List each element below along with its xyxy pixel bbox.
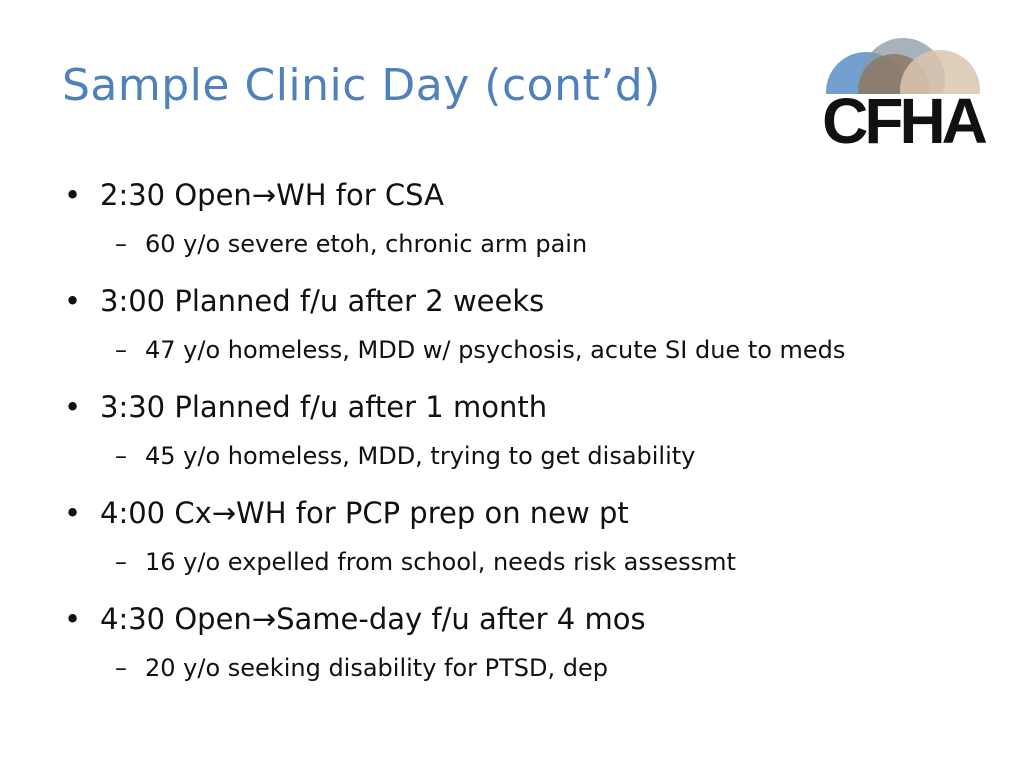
bullet-sub-text: 16 y/o expelled from school, needs risk assessmt: [145, 548, 736, 576]
bullet-item: [60, 384, 1000, 490]
bullet-list: [60, 172, 1000, 702]
bullet-sub-text: 45 y/o homeless, MDD, trying to get disability: [145, 442, 696, 470]
bullet-main-text: 2:30 Open→WH for CSA: [100, 178, 444, 212]
bullet-dot-icon: •: [64, 496, 82, 530]
sub-dash-icon: –: [115, 548, 127, 576]
bullet-main-text: 3:00 Planned f/u after 2 weeks: [100, 284, 545, 318]
sub-dash-icon: –: [115, 654, 127, 682]
sub-dash-icon: –: [115, 336, 127, 364]
bullet-sub-text: 47 y/o homeless, MDD w/ psychosis, acute SI due to meds: [145, 336, 846, 364]
sub-dash-icon: –: [115, 442, 127, 470]
bullet-dot-icon: •: [64, 178, 82, 212]
bullet-item: [60, 490, 1000, 596]
bullet-main-text: 4:30 Open→Same-day f/u after 4 mos: [100, 602, 646, 636]
bullet-item: [60, 172, 1000, 278]
bullet-dot-icon: •: [64, 390, 82, 424]
logo-text: CFHA: [822, 85, 984, 152]
cfha-logo: [808, 30, 998, 152]
bullet-sub-text: 20 y/o seeking disability for PTSD, dep: [145, 654, 609, 682]
sub-dash-icon: –: [115, 230, 127, 258]
bullet-main-text: 4:00 Cx→WH for PCP prep on new pt: [100, 496, 629, 530]
bullet-item: [60, 278, 1000, 384]
bullet-main-text: 3:30 Planned f/u after 1 month: [100, 390, 548, 424]
bullet-dot-icon: •: [64, 284, 82, 318]
bullet-item: [60, 596, 1000, 702]
bullet-sub-text: 60 y/o severe etoh, chronic arm pain: [145, 230, 588, 258]
bullet-dot-icon: •: [64, 602, 82, 636]
slide-title: Sample Clinic Day (cont’d): [62, 60, 661, 111]
